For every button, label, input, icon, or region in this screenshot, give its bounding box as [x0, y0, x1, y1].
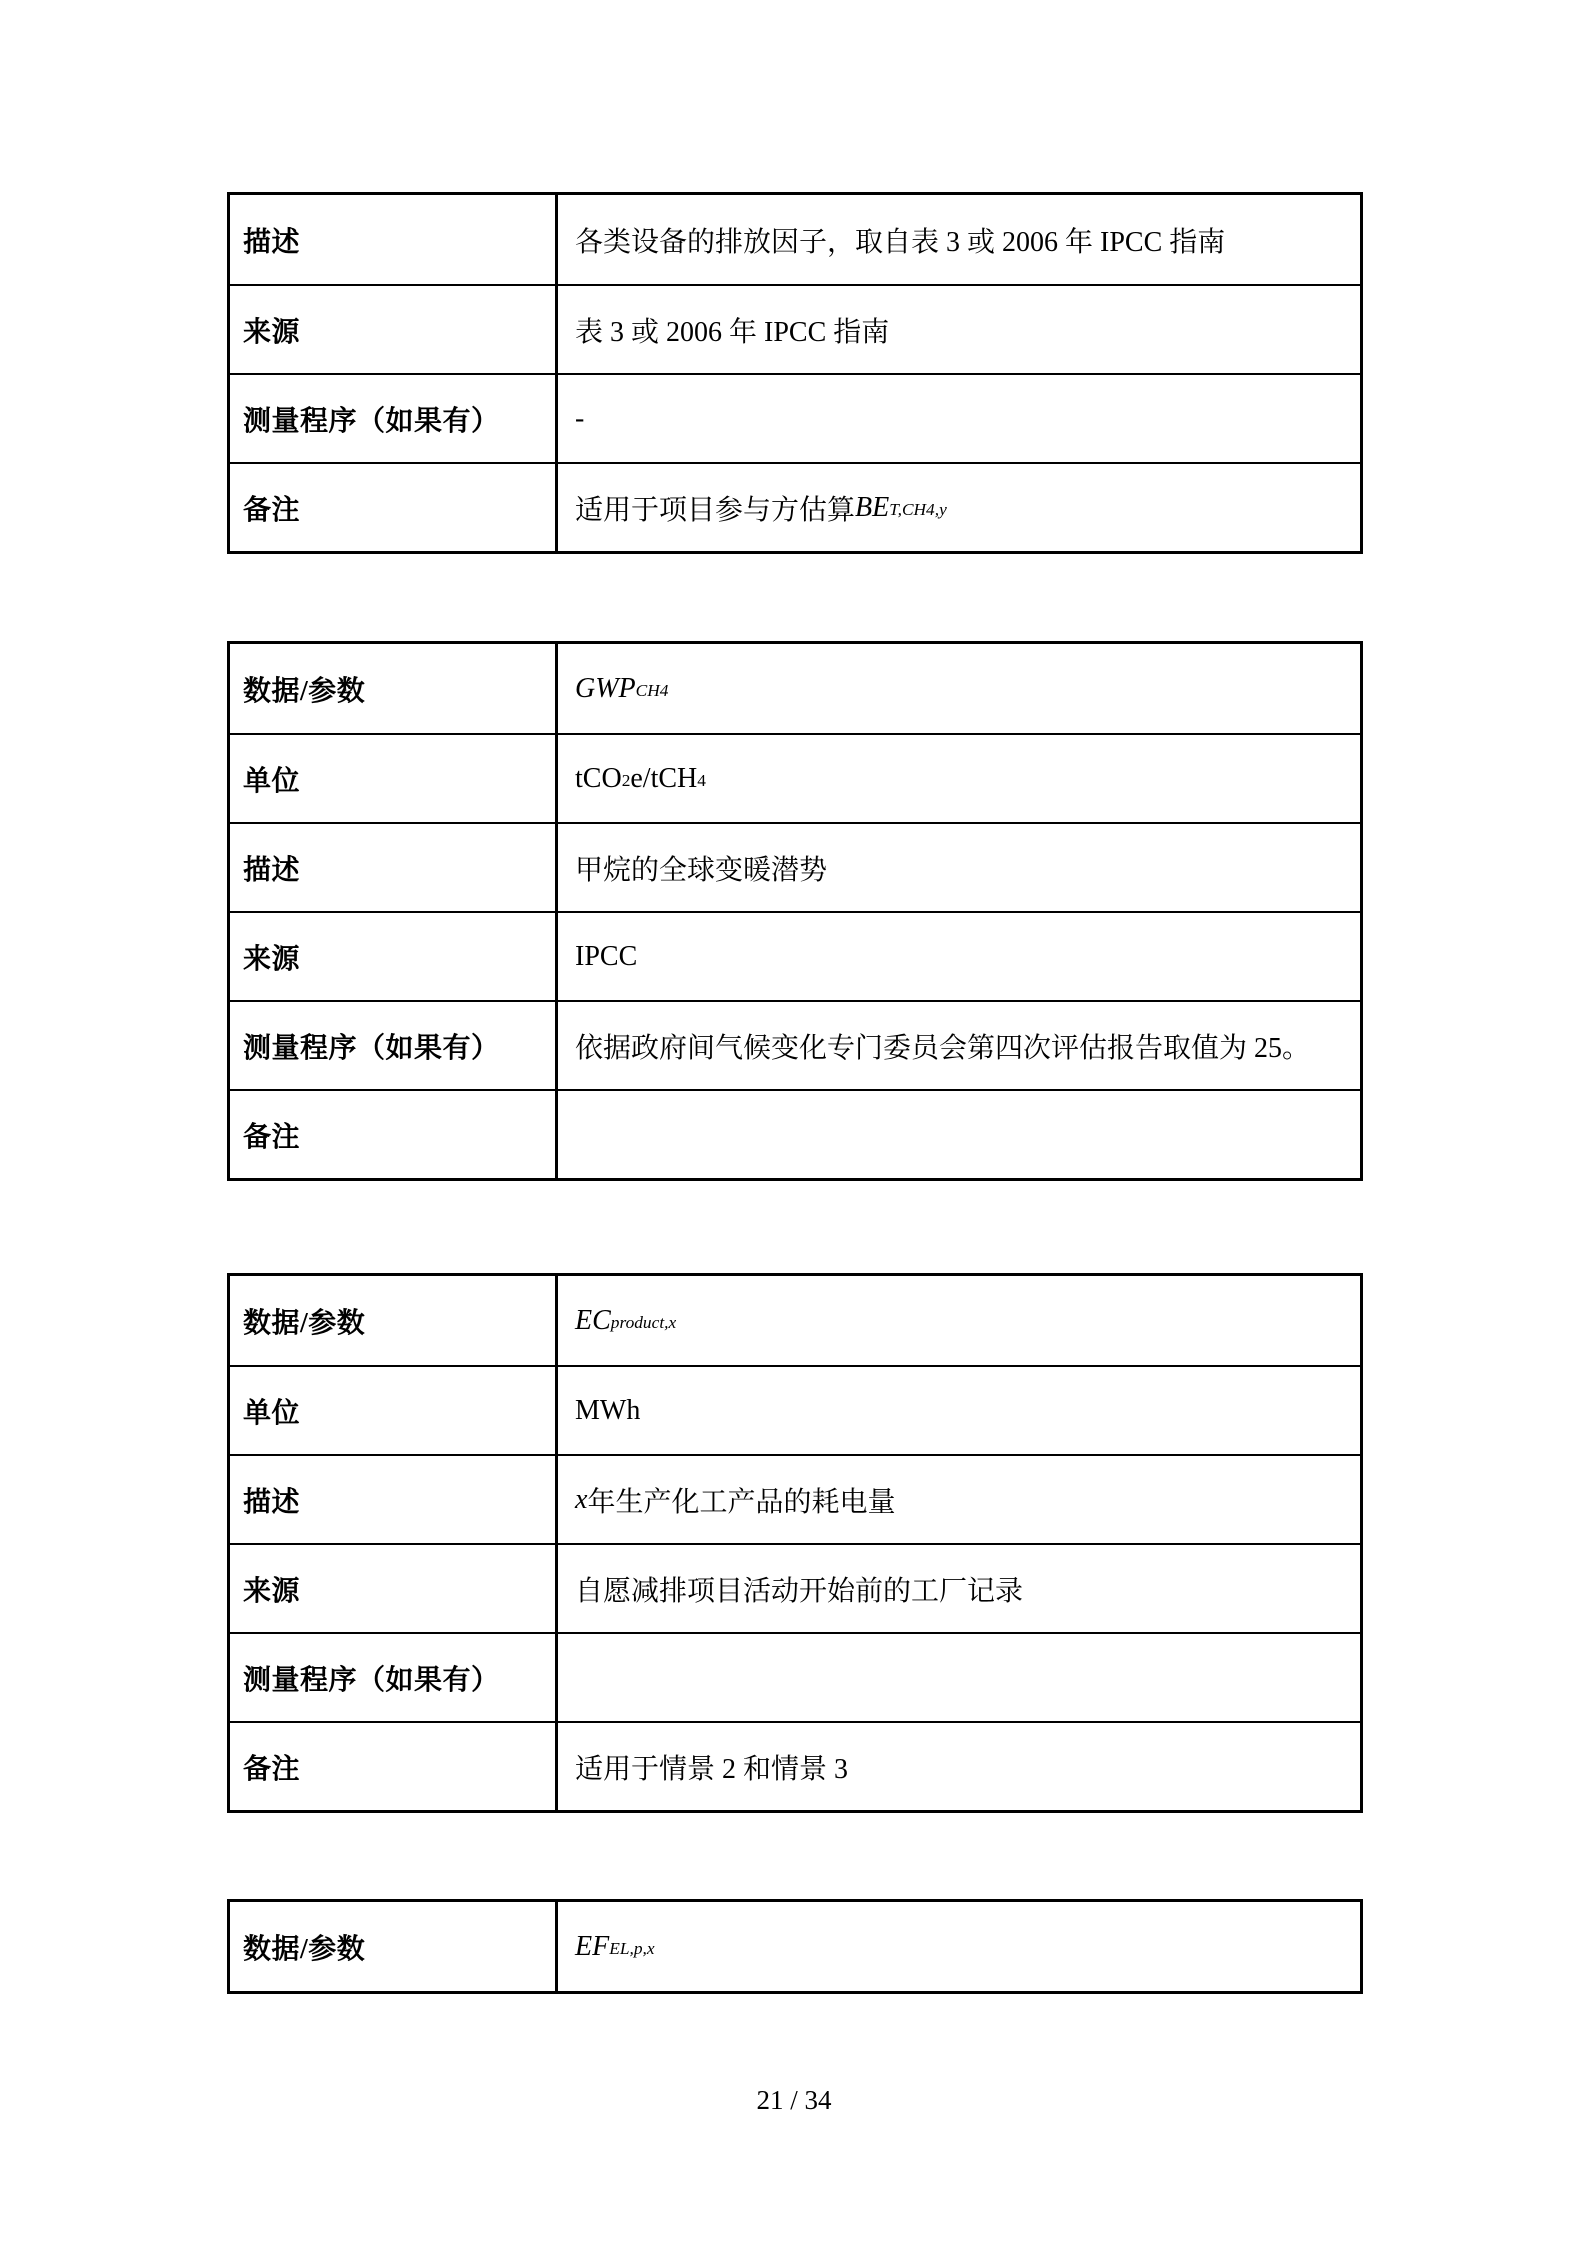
- parameter-table-2: [227, 641, 1363, 1181]
- row-label: 备注: [230, 1091, 558, 1178]
- parameter-table-4: [227, 1899, 1363, 1994]
- table-row: [230, 644, 1360, 733]
- row-label: 描述: [230, 195, 558, 284]
- page-number: 21 / 34: [756, 2085, 832, 2115]
- row-value: [558, 1091, 1360, 1178]
- row-label: 数据/参数: [230, 1902, 558, 1991]
- table-row: [230, 911, 1360, 1000]
- table-row: [230, 1543, 1360, 1632]
- table-row: [230, 1902, 1360, 1991]
- row-value: IPCC: [575, 940, 638, 972]
- row-label: 测量程序（如果有）: [230, 1634, 558, 1721]
- row-value: x 年生产化工产品的耗电量: [575, 1483, 896, 1518]
- parameter-table-1: [227, 192, 1363, 554]
- table-row: [230, 1365, 1360, 1454]
- row-value: -: [575, 402, 585, 434]
- table-row: [230, 1721, 1360, 1810]
- table-row: [230, 195, 1360, 284]
- row-value: 自愿减排项目活动开始前的工厂记录: [575, 1575, 1024, 1607]
- row-label: 测量程序（如果有）: [230, 375, 558, 462]
- row-label: 数据/参数: [230, 644, 558, 733]
- table-row: [230, 1276, 1360, 1365]
- row-value: GWP CH4: [575, 672, 669, 704]
- table-row: [230, 373, 1360, 462]
- table-row: [230, 822, 1360, 911]
- table-row: [230, 462, 1360, 551]
- row-value: EC product,x: [575, 1304, 677, 1336]
- row-label: 来源: [230, 1545, 558, 1632]
- row-label: 描述: [230, 824, 558, 911]
- row-label: 测量程序（如果有）: [230, 1002, 558, 1089]
- row-label: 来源: [230, 913, 558, 1000]
- row-value: tCO 2 e/tCH 4: [575, 762, 706, 794]
- row-value: 各类设备的排放因子，取自表 3 或 2006 年 IPCC 指南: [575, 226, 1226, 258]
- row-label: 数据/参数: [230, 1276, 558, 1365]
- table-row: [230, 1632, 1360, 1721]
- row-value: [558, 1634, 1360, 1721]
- table-row: [230, 1089, 1360, 1178]
- row-label: 单位: [230, 735, 558, 822]
- table-row: [230, 284, 1360, 373]
- row-value: 适用于情景 2 和情景 3: [575, 1753, 849, 1785]
- row-label: 描述: [230, 1456, 558, 1543]
- row-value: 依据政府间气候变化专门委员会第四次评估报告取值为 25。: [575, 1032, 1311, 1064]
- table-row: [230, 1454, 1360, 1543]
- row-value: 表 3 或 2006 年 IPCC 指南: [575, 316, 890, 348]
- row-value: 适用于项目参与方估算 BE T,CH4,y: [575, 491, 947, 526]
- table-row: [230, 1000, 1360, 1089]
- row-label: 备注: [230, 464, 558, 551]
- row-value: MWh: [575, 1394, 641, 1426]
- row-label: 来源: [230, 286, 558, 373]
- parameter-table-3: [227, 1273, 1363, 1813]
- row-label: 备注: [230, 1723, 558, 1810]
- row-label: 单位: [230, 1367, 558, 1454]
- row-value: EF EL,p,x: [575, 1930, 655, 1962]
- table-row: [230, 733, 1360, 822]
- row-value: 甲烷的全球变暖潜势: [575, 854, 828, 886]
